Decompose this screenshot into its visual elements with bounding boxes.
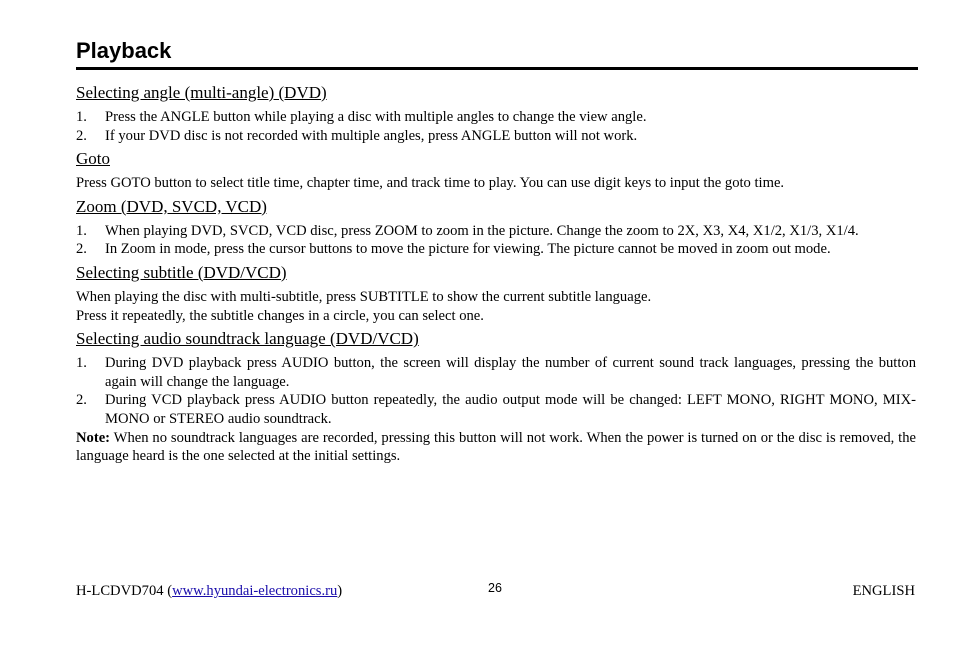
list-text: When playing DVD, SVCD, VCD disc, press ZOOM to zoom in the picture. Change the zoom to 2X, X3, X4, X1/2, X1/3, X1/4. — [105, 222, 859, 239]
subtitle-line-2: Press it repeatedly, the subtitle changes in a circle, you can select one. — [76, 307, 484, 324]
footer-model — [76, 582, 342, 600]
title-divider — [76, 67, 918, 70]
subtitle-line-1: When playing the disc with multi-subtitle, press SUBTITLE to show the current subtitle language. — [76, 288, 652, 305]
list-text: During DVD playback press AUDIO button, the screen will display the number of current sound track languages, pressing the button again will change the language. — [105, 355, 916, 390]
heading-zoom: Zoom (DVD, SVCD, VCD) — [76, 196, 267, 216]
angle-list — [76, 108, 916, 145]
list-item — [76, 354, 916, 391]
list-item — [76, 222, 916, 241]
list-item — [76, 127, 916, 146]
list-number: 2. — [76, 241, 87, 258]
page-title: Playback — [76, 38, 172, 63]
heading-angle: Selecting angle (multi-angle) (DVD) — [76, 83, 327, 102]
website-link[interactable]: www.hyundai-electronics.ru — [172, 583, 338, 599]
page-number: 26 — [488, 581, 502, 595]
note-label: Note: — [76, 429, 111, 446]
list-item — [76, 391, 916, 428]
list-number: 1. — [76, 222, 87, 239]
list-text: In Zoom in mode, press the cursor buttons to move the picture for viewing. The picture cannot be moved in zoom out mode. — [105, 241, 831, 258]
heading-subtitle: Selecting subtitle (DVD/VCD) — [76, 262, 287, 282]
list-text: Press the ANGLE button while playing a disc with multiple angles to change the view angle. — [105, 109, 647, 125]
heading-audio: Selecting audio soundtrack language (DVD/VCD) — [76, 329, 419, 349]
list-number: 2. — [76, 392, 87, 409]
list-number: 2. — [76, 127, 87, 144]
heading-goto: Goto — [76, 149, 110, 169]
list-item — [76, 240, 916, 259]
footer-model-text: H-LCDVD704 ( — [76, 583, 173, 599]
note-text: When no soundtrack languages are recorded, pressing this button will not work. When the power is turned on or the disc is removed, the language heard is the one selected at the initial settings. — [76, 429, 916, 465]
list-text: During VCD playback press AUDIO button repeatedly, the audio output mode will be changed: LEFT MONO, RIGHT MONO, MIX-MONO or STEREO audio soundtrack. — [105, 392, 916, 427]
footer-language: ENGLISH — [852, 583, 915, 599]
goto-paragraph: Press GOTO button to select title time, chapter time, and track time to play. You can use digit keys to input the goto time. — [76, 175, 785, 192]
list-text: If your DVD disc is not recorded with multiple angles, press ANGLE button will not work. — [105, 127, 638, 144]
list-number: 1. — [76, 109, 87, 125]
list-number: 1. — [76, 355, 87, 372]
audio-note — [76, 429, 916, 466]
zoom-list — [76, 222, 916, 259]
audio-list — [76, 354, 916, 428]
list-item — [76, 108, 916, 127]
footer-model-close: ) — [337, 583, 343, 599]
manual-content — [76, 82, 916, 469]
